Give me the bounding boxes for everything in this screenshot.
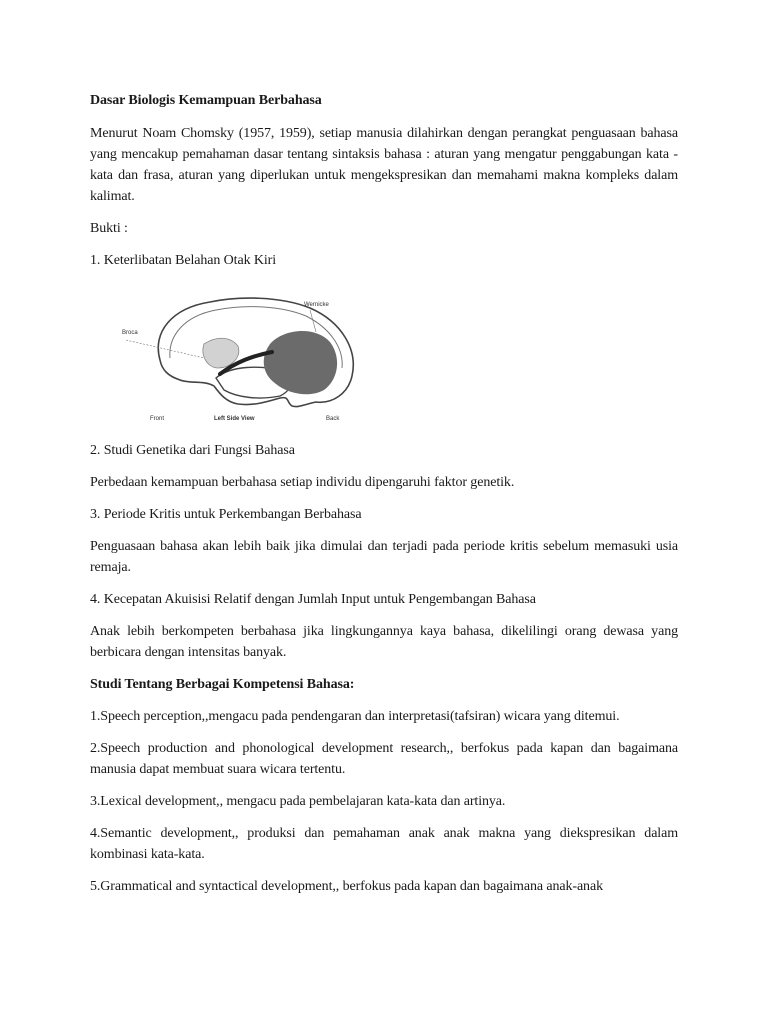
point-4-heading: 4. Kecepatan Akuisisi Relatif dengan Jumlah Input untuk Pengembangan Bahasa [90,592,536,607]
evidence-heading: Bukti : [90,221,128,236]
back-label: Back [326,416,340,422]
point-2-text: Perbedaan kemampuan berbahasa setiap individu dipengaruhi faktor genetik. [90,475,515,490]
point-3-text: Penguasaan bahasa akan lebih baik jika dimulai dan terjadi pada periode kritis sebelum memasuki usia remaja. [90,539,678,575]
wernicke-label: Wernicke [304,302,329,308]
brain-diagram [90,280,678,428]
broca-label: Broca [122,330,138,336]
brain-illustration [120,280,360,428]
document-title: Dasar Biologis Kemampuan Berbahasa [90,93,322,108]
point-2-heading: 2. Studi Genetika dari Fungsi Bahasa [90,443,295,458]
competence-item: 3.Lexical development,, mengacu pada pembelajaran kata-kata dan artinya. [90,794,506,809]
point-3-heading: 3. Periode Kritis untuk Perkembangan Berbahasa [90,507,362,522]
view-label: Left Side View [214,416,255,422]
competence-item: 2.Speech production and phonological development research,, berfokus pada kapan dan bagaimana manusia dapat membuat suara wicara tertentu. [90,741,678,777]
point-4-text: Anak lebih berkompeten berbahasa jika lingkungannya kaya bahasa, dikelilingi orang dewasa yang berbicara dengan intensitas banyak. [90,624,678,660]
competence-item: 4.Semantic development,, produksi dan pemahaman anak anak makna yang diekspresikan dalam kombinasi kata-kata. [90,826,678,862]
competence-item: 5.Grammatical and syntactical development,, berfokus pada kapan dan bagaimana anak-anak [90,879,603,894]
point-1-heading: 1. Keterlibatan Belahan Otak Kiri [90,253,277,268]
front-label: Front [150,416,165,422]
section-2-title: Studi Tentang Berbagai Kompetensi Bahasa: [90,677,355,692]
intro-paragraph: Menurut Noam Chomsky (1957, 1959), setiap manusia dilahirkan dengan perangkat penguasaan bahasa yang mencakup pemahaman dasar tentang sintaksis bahasa : aturan yang mengatur penggabungan kata - kata dan frasa, aturan yang diperlukan untuk mengekspresikan dan memahami makna kompleks dalam kalimat. [90,126,678,204]
competence-item: 1.Speech perception,,mengacu pada pendengaran dan interpretasi(tafsiran) wicara yang ditemui. [90,709,620,724]
